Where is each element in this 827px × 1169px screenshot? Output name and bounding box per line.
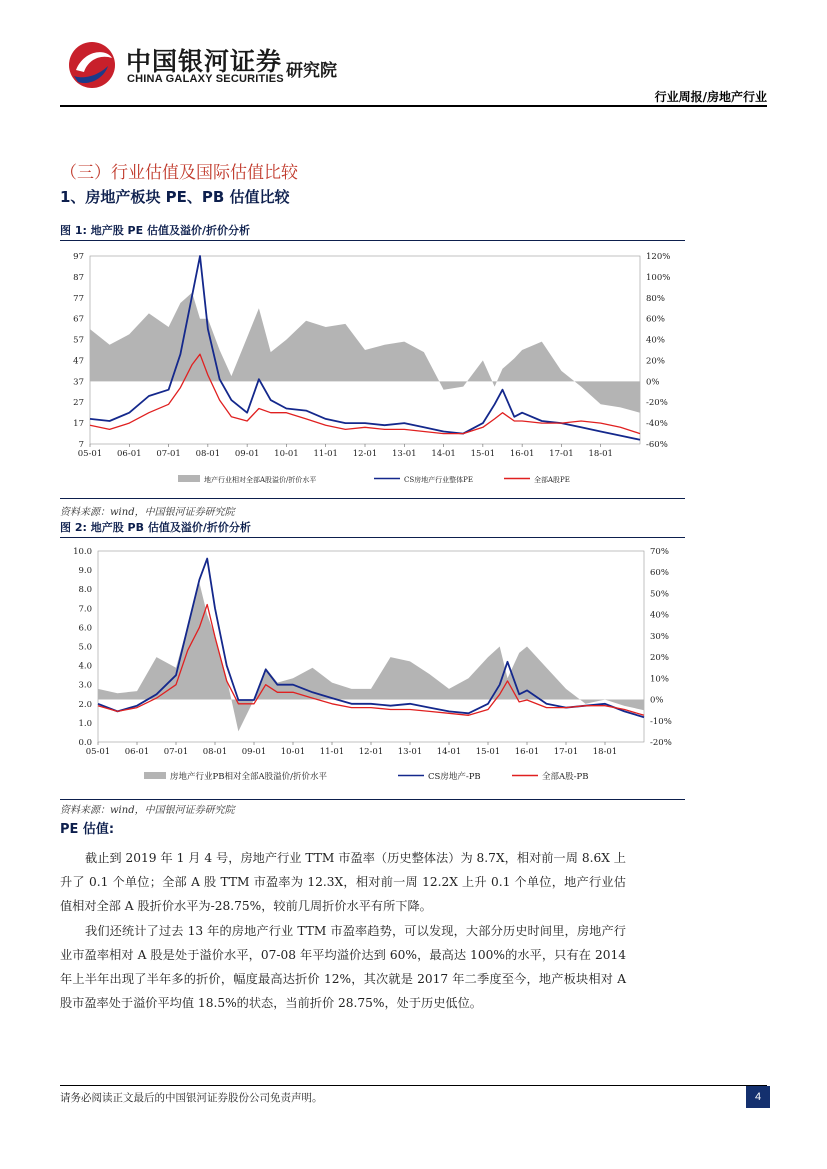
pe-x-tick: 12-01	[352, 449, 378, 459]
brand-name-cn: 中国银河证券	[126, 47, 283, 76]
pe-left-tick: 17	[73, 419, 84, 430]
pe-right-tick: -60%	[646, 440, 668, 450]
pb-left-tick: 0.0	[78, 738, 92, 748]
pe-left-tick: 87	[73, 272, 84, 283]
paragraph-1: 截止到 2019 年 1 月 4 号，房地产行业 TTM 市盈率（历史整体法）为 8.7X，相对前一周 8.6X 上升了 0.1 个单位；全部 A 股 TTM 市盈率为 12.3X，相对前一周 12.2X 上升 0.1 个单位，地产行业估值相对全部 A 股折价水平为-28.75%，较前几周折价水平有所下降。	[60, 851, 626, 913]
pb-x-tick: 13-01	[397, 747, 423, 757]
pe-right-tick: 100%	[646, 272, 671, 283]
pe-left-tick: 97	[73, 252, 84, 262]
pb-left-tick: 10.0	[73, 547, 92, 557]
pb-left-tick: 6.0	[78, 623, 92, 634]
pb-x-tick: 05-01	[85, 747, 111, 757]
pb-right-tick: 0%	[650, 695, 664, 706]
footer-disclaimer: 请务必阅读正文最后的中国银河证券股份公司免责声明。	[60, 1092, 323, 1104]
pb-left-tick: 5.0	[78, 642, 92, 653]
pb-left-tick: 3.0	[78, 680, 92, 691]
pe-left-tick: 27	[73, 398, 84, 409]
pb-x-tick: 15-01	[475, 747, 501, 757]
pe-x-tick: 16-01	[509, 449, 535, 459]
pb-left-tick: 1.0	[78, 718, 92, 729]
pb-x-tick: 09-01	[241, 747, 267, 757]
pe-x-tick: 07-01	[156, 449, 181, 459]
pe-left-tick: 47	[73, 356, 84, 367]
pb-x-tick: 12-01	[358, 747, 384, 757]
figure2-bottom-rule	[60, 799, 685, 800]
pe-legend-label: CS房地产行业整体PE	[404, 476, 473, 484]
pe-right-tick: 20%	[646, 356, 665, 367]
pe-x-tick: 18-01	[588, 449, 613, 459]
pb-x-tick: 18-01	[592, 747, 618, 757]
page-number: 4	[746, 1086, 770, 1108]
figure1-source: 资料来源：wind，中国银河证券研究院	[60, 507, 235, 518]
pe-left-tick: 37	[73, 377, 84, 388]
pb-x-tick: 16-01	[514, 747, 540, 757]
pb-right-tick: 70%	[650, 547, 669, 557]
section-title: （三）行业估值及国际估值比较	[60, 163, 298, 183]
pe-x-tick: 06-01	[117, 449, 142, 459]
pe-x-tick: 11-01	[313, 449, 338, 459]
pb-chart	[60, 539, 685, 799]
pe-x-tick: 08-01	[195, 449, 221, 459]
pb-x-tick: 06-01	[124, 747, 150, 757]
pb-legend-label: 房地产行业PB相对全部A股溢价/折价水平	[170, 772, 327, 782]
figure2-top-rule	[60, 537, 685, 538]
sub-title: 1、房地产板块 PE、PB 估值比较	[60, 188, 290, 206]
pe-x-tick: 05-01	[77, 449, 103, 459]
pe-right-tick: 40%	[646, 335, 665, 346]
pb-right-tick: 40%	[650, 610, 669, 621]
pe-x-tick: 10-01	[274, 449, 299, 459]
pb-right-tick: -10%	[650, 716, 672, 727]
pb-legend-label: 全部A股-PB	[542, 772, 589, 782]
pe-x-tick: 15-01	[470, 449, 496, 459]
pb-x-tick: 08-01	[202, 747, 228, 757]
pe-left-tick: 77	[73, 293, 84, 304]
pe-right-tick: 80%	[646, 293, 665, 304]
institute-label: 研究院	[286, 61, 337, 81]
pb-x-tick: 10-01	[280, 747, 306, 757]
pb-right-tick: 20%	[650, 653, 669, 664]
pe-x-tick: 17-01	[549, 449, 574, 459]
pe-chart	[60, 242, 685, 504]
figure2-source: 资料来源：wind，中国银河证券研究院	[60, 805, 235, 816]
figure2-caption: 图 2: 地产股 PB 估值及溢价/折价分析	[60, 521, 251, 534]
pe-legend-swatch-area	[178, 475, 200, 482]
pb-left-tick: 8.0	[78, 585, 92, 596]
pb-legend-swatch-area	[144, 772, 166, 779]
pe-right-tick: 60%	[646, 314, 665, 325]
figure1-caption: 图 1: 地产股 PE 估值及溢价/折价分析	[60, 224, 250, 237]
pb-right-tick: -20%	[650, 738, 672, 748]
pb-left-tick: 4.0	[78, 661, 92, 672]
pe-left-tick: 67	[73, 314, 84, 325]
pb-x-tick: 11-01	[319, 747, 345, 757]
pb-right-tick: 60%	[650, 568, 669, 579]
pe-heading: PE 估值:	[60, 822, 115, 837]
pb-right-tick: 50%	[650, 589, 669, 600]
pe-left-tick: 57	[73, 335, 84, 346]
pe-premium-area	[90, 293, 640, 413]
pe-right-tick: 120%	[646, 252, 671, 262]
pe-right-tick: 0%	[646, 377, 660, 388]
pb-x-tick: 14-01	[436, 747, 462, 757]
header-divider	[60, 105, 767, 107]
pb-right-tick: 30%	[650, 631, 669, 642]
pe-x-tick: 14-01	[431, 449, 456, 459]
pe-right-tick: -20%	[646, 398, 668, 409]
pe-x-tick: 13-01	[392, 449, 417, 459]
figure1-bottom-rule	[60, 498, 685, 499]
pe-left-tick: 7	[78, 440, 84, 450]
pb-legend-label: CS房地产-PB	[428, 772, 481, 782]
paragraph-2: 我们还统计了过去 13 年的房地产行业 TTM 市盈率趋势，可以发现，大部分历史时间里，房地产行业市盈率相对 A 股是处于溢价水平，07-08 年平均溢价达到 60%，最高达 100%的水平，只有在 2014 年上半年出现了半年多的折价，幅度最高达折价 12%，其次就是 2017 年二季度至今，地产板块相对 A 股市盈率处于溢价平均值 18.5%的状态，当前折价 28.75%，处于历史低位。	[60, 924, 626, 1010]
pb-right-tick: 10%	[650, 674, 669, 685]
report-type: 行业周报/房地产行业	[654, 90, 767, 104]
pe-legend-label: 全部A股PE	[534, 476, 570, 484]
pe-legend-label: 地产行业相对全部A股溢价/折价水平	[204, 476, 317, 484]
pb-x-tick: 07-01	[163, 747, 189, 757]
pb-x-tick: 17-01	[553, 747, 579, 757]
footer-divider	[60, 1085, 767, 1086]
figure1-top-rule	[60, 240, 685, 241]
pe-x-tick: 09-01	[234, 449, 260, 459]
galaxy-logo-icon	[66, 40, 118, 90]
pb-left-tick: 9.0	[78, 566, 92, 577]
pb-left-tick: 7.0	[78, 604, 92, 615]
brand-name-en: CHINA GALAXY SECURITIES	[127, 73, 284, 85]
pe-right-tick: -40%	[646, 419, 668, 430]
pb-left-tick: 2.0	[78, 699, 92, 710]
pb-plot-frame	[98, 551, 644, 742]
